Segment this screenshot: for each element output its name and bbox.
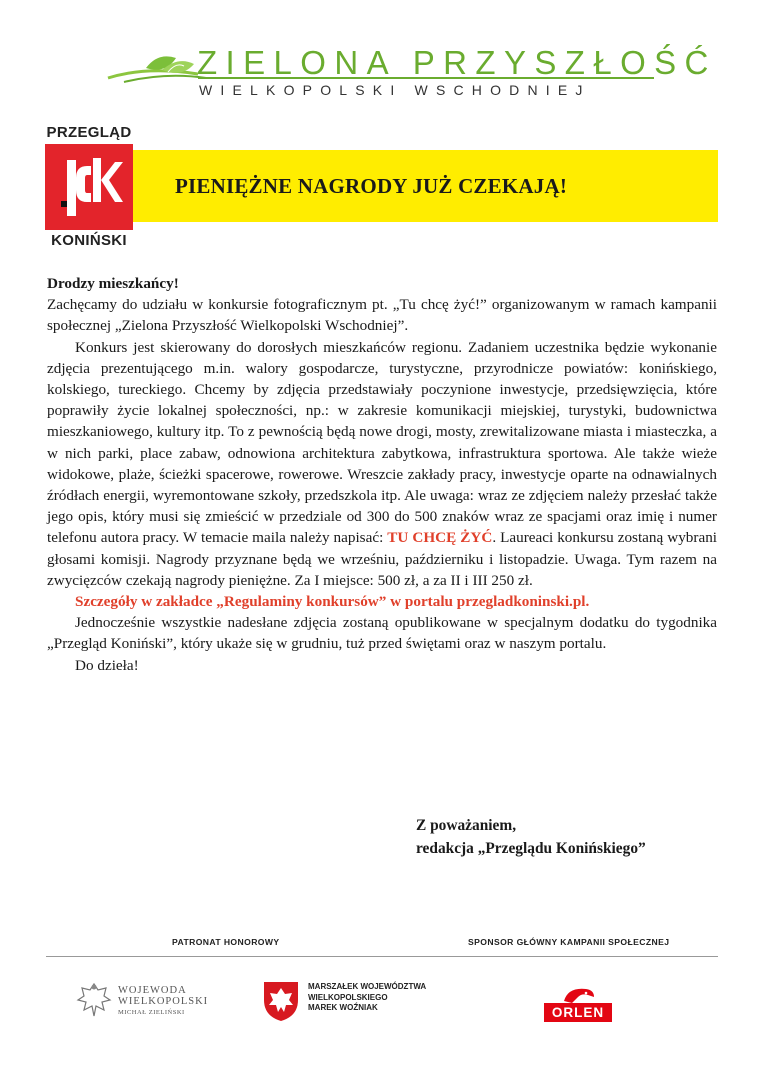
marszalek-logo [262,978,427,1024]
rules-text-continued: . Laureaci konkursu zostaną wybrani głosami komisji. Nagrody przyznane będą we wrześniu, październiku i listopadzie. Uwaga. Tym razem na zwycięzców czekają nagrody pieniężne. Za I miejsce: 500 zł, a za II i III 250 zł. [47,529,718,589]
pk-mark [45,144,133,230]
paragraph-closing: Do dzieła! [75,656,139,674]
signature-line-1: Z poważaniem, [416,817,517,834]
wojewoda-logo [76,980,209,1020]
orlen-logo [542,985,614,1025]
brand-subtitle: WIELKOPOLSKI WSCHODNIEJ [199,82,591,98]
marszalek-line-3: MAREK WOŹNIAK [308,1003,378,1012]
logo-bottom-text: KONIŃSKI [51,232,127,249]
wojewoda-line-2: WIELKOPOLSKI [118,996,209,1007]
eagle-emblem-icon [76,980,112,1020]
sponsor-name: ORLEN [544,1003,612,1022]
salutation: Drodzy mieszkańcy! [47,275,179,292]
headline-banner [133,150,718,222]
paragraph-rules [47,337,717,591]
wojewoda-line-1: WOJEWODA [118,985,187,996]
paragraph-publication: Jednocześnie wszystkie nadesłane zdjęcia zostaną opublikowane w specjalnym dodatku do tygodnika „Przegląd Koniński”, który ukaże się w grudniu, tuż przed świętami oraz w naszym portalu. [47,614,717,653]
logo-top-text: PRZEGLĄD [46,124,132,141]
pk-letters-icon [45,144,133,230]
signature [416,814,646,860]
eagle-head-icon [542,985,614,1005]
marszalek-line-1: MARSZAŁEK WOJEWÓDZTWA [308,982,427,991]
details-link-text: Szczegóły w zakładce „Regulaminy konkursów” w portalu przegladkoninski.pl. [75,593,590,611]
email-subject-highlight: TU CHCĘ ŻYĆ [387,529,493,547]
paragraph-intro: Zachęcamy do udziału w konkursie fotograficznym pt. „Tu chcę żyć!” organizowanym w ramach kampanii społecznej „Zielona Przyszłość Wielkopolski Wschodniej”. [47,296,717,335]
shield-emblem-icon [262,978,300,1022]
przeglad-koninski-logo [45,124,133,252]
brand-title: ZIELONA PRZYSZŁOŚĆ [197,44,717,81]
sponsor-label: SPONSOR GŁÓWNY KAMPANII SPOŁECZNEJ [468,937,670,947]
marszalek-line-2: WIELKOPOLSKIEGO [308,992,388,1002]
letter-body [47,273,717,676]
wojewoda-line-3: MICHAŁ ZIELIŃSKI [118,1009,185,1016]
signature-line-2: redakcja „Przeglądu Konińskiego” [416,840,646,857]
patronage-label: PATRONAT HONOROWY [172,937,280,947]
headline: PIENIĘŻNE NAGRODY JUŻ CZEKAJĄ! [175,173,568,198]
rules-text: Konkurs jest skierowany do dorosłych mieszkańców regionu. Zadaniem uczestnika będzie wykonanie zdjęcia prezentującego m.in. walory gospodarcze, turystyczne, przyrodnicze powiatów: konińskiego, kolskiego, tureckiego. Chcemy by zdjęcia przedstawiały poczynione inwestycje, przedsięwzięcia, które poprawiły życie lokalnej społeczności, np.: w zakresie komunikacji miejskiej, turystyki, budownictwa mieszkaniowego, kultury itp. To z pewnością będą nowe drogi, mosty, zrewitalizowane miasta i miasteczka, a w nich parki, place zabaw, odnowiona architektura zabytkowa, infrastruktura sportowa. Ale także wieże widokowe, plaże, ścieżki spacerowe, rowerowe. Wreszcie zakłady pracy, inwestycje oparte na odnawialnych źródłach energii, wyremontowane szkoły, przedszkola itp. Ale uwaga: wraz ze zdjęciem należy przesłać także jego opis, który musi się zmieścić w przedziale od 300 do 500 znaków wraz ze spacjami oraz imię i numer telefonu autora pracy. W temacie maila należy napisać: [47,338,717,547]
footer-divider [46,956,718,957]
